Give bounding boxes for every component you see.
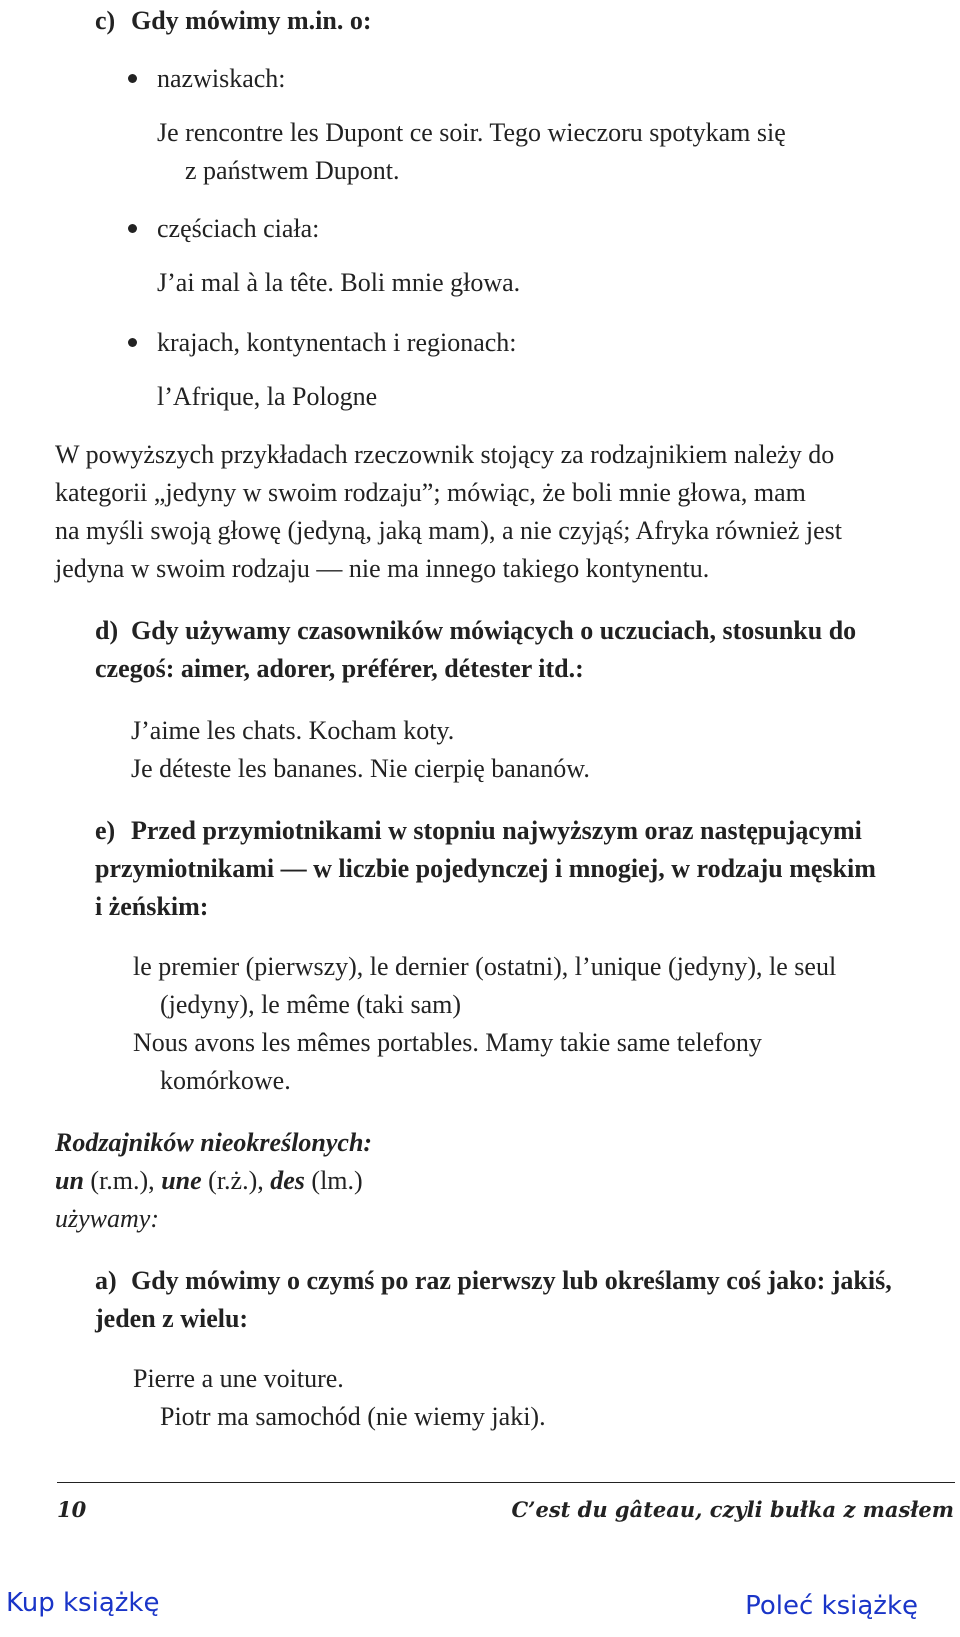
section-e-heading: i żeńskim: (95, 892, 209, 921)
section-a-label: a) (95, 1266, 117, 1295)
book-title: C’est du gâteau, czyli bułka z masłem (511, 1497, 954, 1522)
example-line: z państwem Dupont. (185, 156, 400, 185)
section-d-label: d) (95, 616, 119, 645)
usage-label: używamy: (55, 1204, 159, 1233)
explanation-line: jedyna w swoim rodzaju — nie ma innego takiego kontynentu. (55, 554, 710, 583)
section-c-label: c) (95, 6, 116, 35)
article-word: un (55, 1166, 84, 1195)
section-c-heading: Gdy mówimy m.in. o: (131, 6, 372, 35)
articles-line (55, 1162, 363, 1200)
bullet-icon (128, 224, 137, 233)
section-d-heading: Gdy używamy czasowników mówiących o uczuciach, stosunku do (131, 616, 857, 645)
example-line: Nous avons les mêmes portables. Mamy takie same telefony (133, 1028, 762, 1057)
bullet-item-title: częściach ciała: (157, 214, 320, 243)
explanation-line: W powyższych przykładach rzeczownik stojący za rodzajnikiem należy do (55, 440, 835, 469)
recommend-book-link[interactable]: Poleć książkę (745, 1591, 918, 1621)
bullet-item-title: krajach, kontynentach i regionach: (157, 328, 517, 357)
example-line: Je déteste les bananes. Nie cierpię bananów. (131, 754, 590, 783)
explanation-line: kategorii „jedyny w swoim rodzaju”; mówiąc, że boli mnie głowa, mam (55, 478, 806, 507)
example-line: (jedyny), le même (taki sam) (160, 990, 462, 1019)
footer-rule (57, 1482, 955, 1483)
example-line: J’ai mal à la tête. Boli mnie głowa. (157, 268, 521, 297)
section-a-heading: Gdy mówimy o czymś po raz pierwszy lub określamy coś jako: jakiś, (131, 1266, 892, 1295)
page-number: 10 (57, 1497, 87, 1522)
article-note: (r.m.), (90, 1166, 155, 1195)
bullet-icon (128, 338, 137, 347)
article-note: (lm.) (311, 1166, 363, 1195)
example-line: Je rencontre les Dupont ce soir. Tego wieczoru spotykam się (157, 118, 786, 147)
article-note: (r.ż.), (208, 1166, 264, 1195)
section-e-label: e) (95, 816, 116, 845)
bullet-item-title: nazwiskach: (157, 64, 286, 93)
explanation-line: na myśli swoją głowę (jedyną, jaką mam), a nie czyjąś; Afryka również jest (55, 516, 842, 545)
article-word: des (270, 1166, 305, 1195)
section-d-heading: czegoś: aimer, adorer, préférer, détester itd.: (95, 654, 584, 683)
bullet-icon (128, 74, 137, 83)
example-line: J’aime les chats. Kocham koty. (131, 716, 455, 745)
section-e-heading: przymiotnikami — w liczbie pojedynczej i mnogiej, w rodzaju męskim (95, 854, 876, 883)
example-line: Piotr ma samochód (nie wiemy jaki). (160, 1402, 546, 1431)
example-line: komórkowe. (160, 1066, 291, 1095)
example-line: l’Afrique, la Pologne (157, 382, 378, 411)
example-line: le premier (pierwszy), le dernier (ostatni), l’unique (jedyny), le seul (133, 952, 837, 981)
section-e-heading: Przed przymiotnikami w stopniu najwyższym oraz następującymi (131, 816, 862, 845)
buy-book-link[interactable]: Kup książkę (6, 1588, 160, 1618)
example-line: Pierre a une voiture. (133, 1364, 344, 1393)
section-a-heading: jeden z wielu: (95, 1304, 249, 1333)
article-word: une (161, 1166, 202, 1195)
indefinite-title: Rodzajników nieokreślonych: (55, 1128, 373, 1157)
